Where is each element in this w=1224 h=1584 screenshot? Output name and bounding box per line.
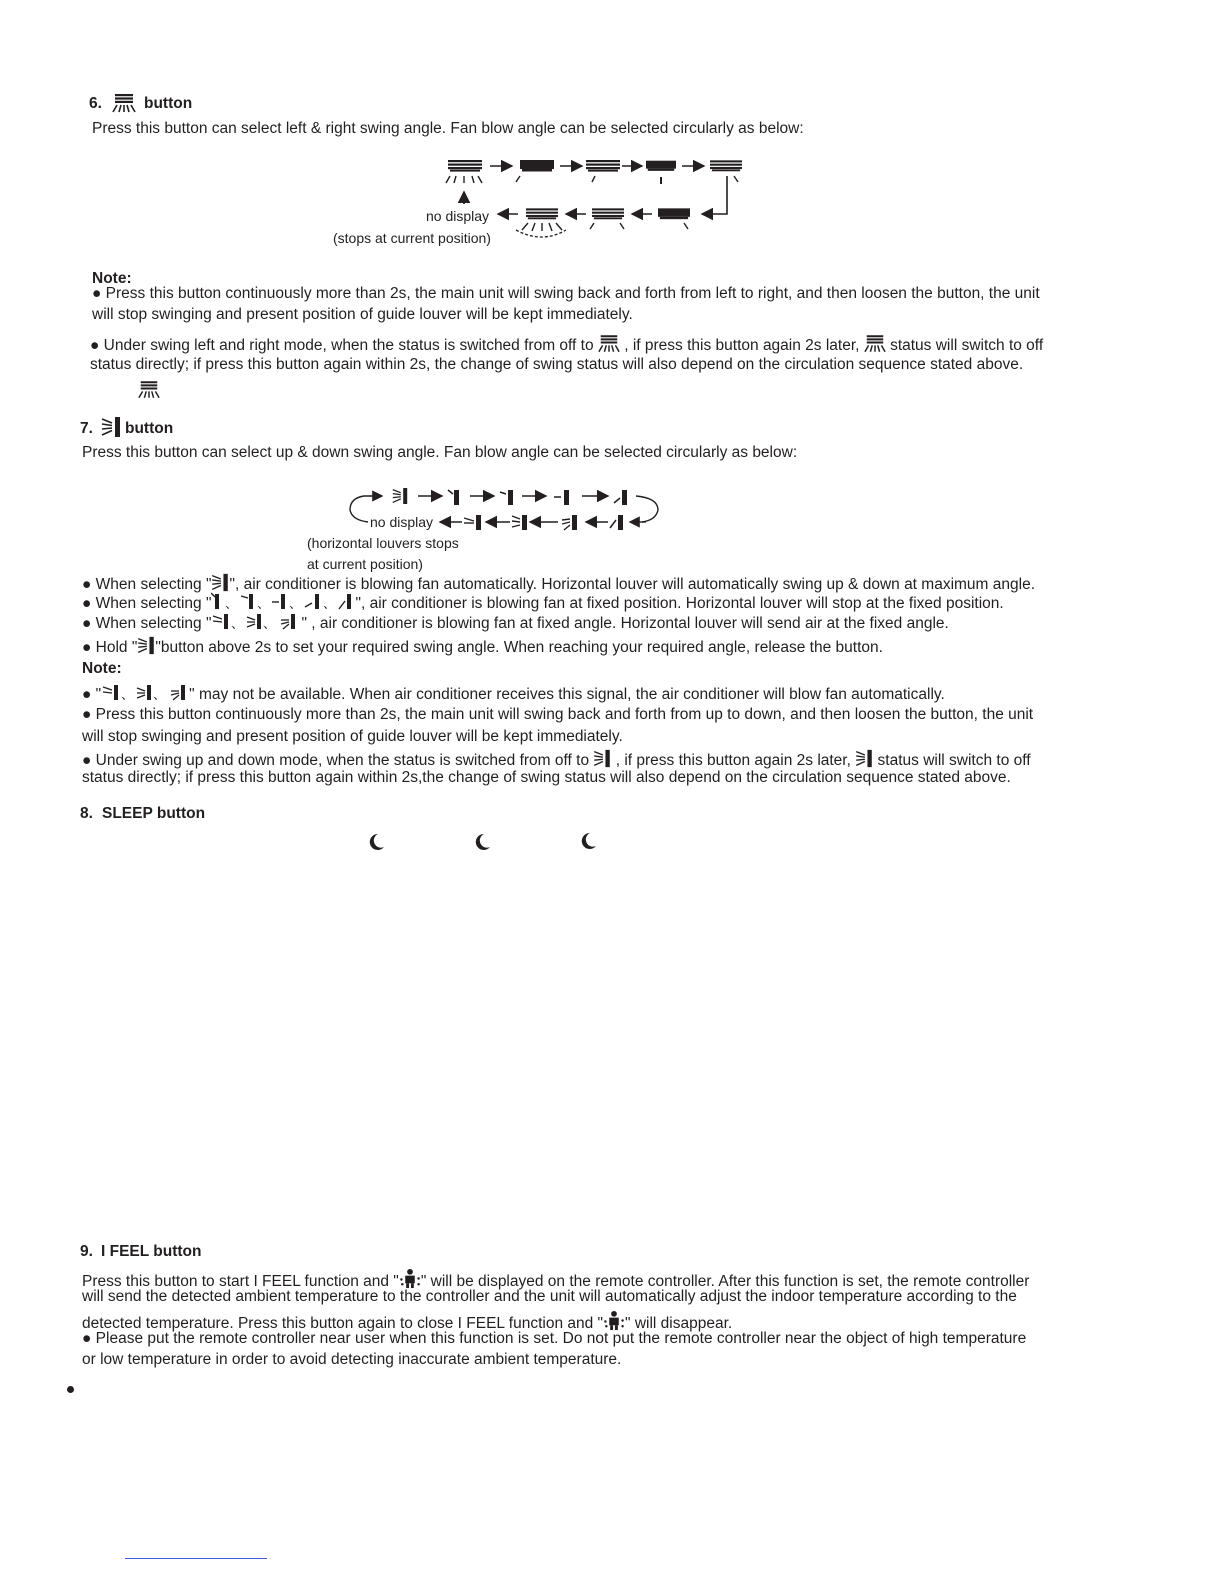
section6-intro: Press this button can select left & right swing angle. Fan blow angle can be selected circularly as below: <box>92 120 804 137</box>
section7-n3-text-a: ● Under swing up and down mode, when the status is switched from off to <box>82 752 590 769</box>
section7-bullet-4 <box>82 636 883 658</box>
section7-note2-line1: ● Press this button continuously more than 2s, the main unit will swing back and forth from up to down, and then loosen the button, the unit <box>82 706 1034 723</box>
section7-n3-text-c: status will switch to off <box>877 752 1031 769</box>
section7-b3-text-a: ● When selecting " <box>82 615 212 632</box>
up-down-swing-icon <box>855 749 873 768</box>
up-down-swing-icon <box>593 749 611 768</box>
section9-p1-line2: will send the detected ambient temperature to the controller and the unit will automatically adjust the indoor temperature according to the <box>82 1288 1017 1305</box>
section6-title: button <box>144 95 193 112</box>
section7-note3-line2: status directly; if press this button again within 2s,the change of swing status will also depend on the circulation sequence stated above. <box>82 769 1011 786</box>
up-down-swing-diagram <box>346 482 666 540</box>
svg-text:、: 、 <box>289 596 303 611</box>
section7-b3-text-b: " , air conditioner is blowing fan at fixed angle. Horizontal louver will send air at the fixed angle. <box>301 615 949 632</box>
louver-state-swing <box>526 208 558 219</box>
louver-state-center <box>646 161 676 171</box>
section7-number: 7. <box>80 420 93 437</box>
louver-state-right-2 <box>658 208 690 219</box>
svg-text:、: 、 <box>263 616 277 631</box>
stray-bullet <box>67 1386 74 1393</box>
section7-intro: Press this button can select up & down swing angle. Fan blow angle can be selected circularly as below: <box>82 444 798 461</box>
svg-text:、: 、 <box>153 687 167 702</box>
section8-number: 8. <box>80 805 93 822</box>
diagram7-no-display: no display <box>370 514 434 530</box>
footer-link-underline <box>125 1558 267 1559</box>
svg-text:、: 、 <box>121 687 135 702</box>
section6-note1-line2: will stop swinging and present position of guide louver will be kept immediately. <box>92 306 633 323</box>
section6-note2-text-a: ● Under swing left and right mode, when the status is switched from off to <box>90 337 594 354</box>
moon-icon <box>577 831 597 851</box>
louver-state-right <box>710 160 742 171</box>
section9-p2-line1: ● Please put the remote controller near user when this function is set. Do not put the remote controller near the object of high temperature <box>82 1330 1027 1347</box>
section7-note-1 <box>82 683 945 705</box>
section9-p1-text-d: " will disappear. <box>625 1315 733 1332</box>
moon-icon <box>471 832 491 852</box>
i-feel-person-icon <box>399 1268 421 1289</box>
section7-b1-text-a: ● When selecting " <box>82 576 212 593</box>
moon-icon <box>365 832 385 852</box>
section9-p1-text-c: detected temperature. Press this button again to close I FEEL function and " <box>82 1315 604 1332</box>
fixed-angle-icons <box>211 612 301 631</box>
louver-state-mid-left <box>586 160 620 172</box>
section7-note-label: Note: <box>82 660 122 677</box>
fixed-angle-icons <box>101 683 189 702</box>
section7-bullet-2 <box>82 592 1004 614</box>
section7-n1-text-a: ● " <box>82 686 102 703</box>
section6-note2-line1 <box>90 334 1043 356</box>
section9-number: 9. <box>80 1243 93 1260</box>
section7-b2-text-a: ● When selecting " <box>82 595 212 612</box>
section7-b4-text-a: ● Hold " <box>82 639 138 656</box>
section6-note2-line2: status directly; if press this button again within 2s, the change of swing status will also depend on the circulation sequence stated above. <box>90 356 1024 373</box>
section9-p1-text-a: Press this button to start I FEEL function and " <box>82 1273 399 1290</box>
diagram6-no-display: no display <box>426 208 490 224</box>
louver-state-mid <box>592 208 624 219</box>
section7-bullet-3 <box>82 612 949 634</box>
section7-b4-text-b: "button above 2s to set your required swing angle. When reaching your required angle, release the button. <box>155 639 883 656</box>
left-right-swing-icon <box>598 334 620 353</box>
section6-note-label: Note: <box>92 270 132 287</box>
section6-note2-text-b: , if press this button again 2s later, <box>624 337 860 354</box>
section7-b2-text-b: ", air conditioner is blowing fan at fixed position. Horizontal louver will stop at the fixed position. <box>355 595 1004 612</box>
svg-text:、: 、 <box>225 596 239 611</box>
section9-title: I FEEL button <box>101 1243 202 1260</box>
diagram7-stops-note-1: (horizontal louvers stops <box>307 535 459 551</box>
section6-number: 6. <box>89 95 102 112</box>
section8-title: SLEEP button <box>102 805 206 822</box>
section7-title: button <box>125 420 174 437</box>
left-right-swing-icon <box>138 380 160 399</box>
i-feel-person-icon <box>603 1310 625 1331</box>
section7-n3-text-b: , if press this button again 2s later, <box>615 752 851 769</box>
up-down-swing-icon <box>137 636 155 655</box>
section7-n1-text-b: " may not be available. When air conditioner receives this signal, the air conditioner will blow fan automatically. <box>189 686 945 703</box>
left-right-swing-icon <box>112 93 136 113</box>
section9-p1-text-b: " will be displayed on the remote controller. After this function is set, the remote controller <box>420 1273 1030 1290</box>
svg-text:、: 、 <box>257 596 271 611</box>
up-down-swing-icon <box>101 416 121 438</box>
louver-state-left <box>520 160 554 172</box>
section9-p2-line2: or low temperature in order to avoid detecting inaccurate ambient temperature. <box>82 1351 622 1368</box>
up-down-swing-icon <box>211 573 229 592</box>
section7-note2-line2: will stop swinging and present position of guide louver will be kept immediately. <box>82 728 623 745</box>
section6-note2-text-c: status will switch to off <box>890 337 1044 354</box>
section7-b1-text-b: ", air conditioner is blowing fan automatically. Horizontal louver will automatically swing up & down at maximum angle. <box>229 576 1036 593</box>
fixed-position-icons <box>211 592 355 611</box>
louver-state-auto <box>448 160 482 172</box>
diagram7-stops-note-2: at current position) <box>307 556 423 572</box>
diagram6-stops-note: (stops at current position) <box>333 230 491 246</box>
left-right-swing-icon <box>864 334 886 353</box>
section6-note1-line1: ● Press this button continuously more than 2s, the main unit will swing back and forth from left to right, and then loosen the button, the unit <box>92 285 1040 302</box>
svg-text:、: 、 <box>231 616 245 631</box>
svg-text:、: 、 <box>323 596 337 611</box>
